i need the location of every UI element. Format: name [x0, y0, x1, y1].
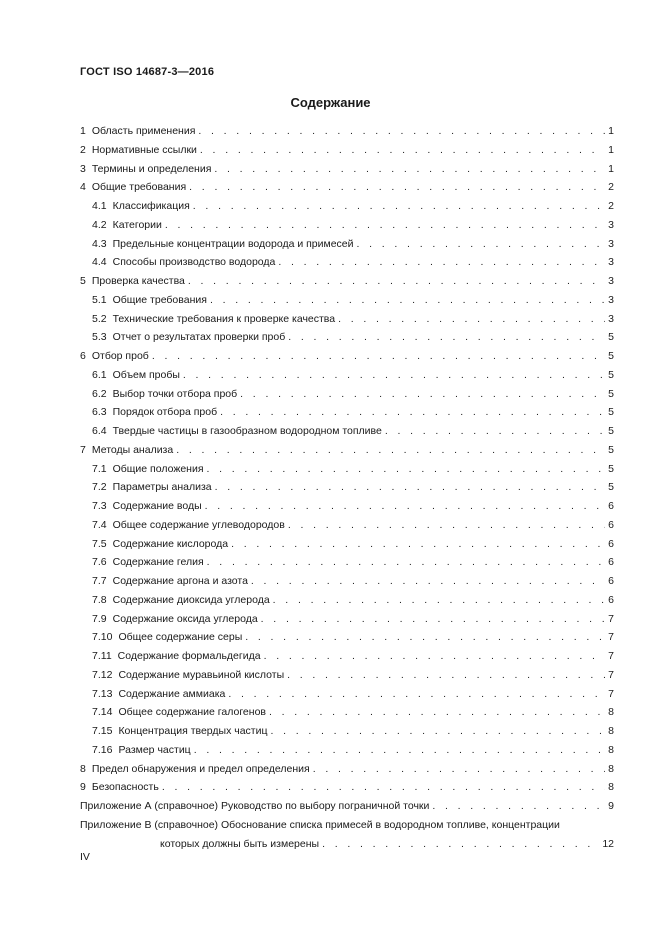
page-title: Содержание: [290, 95, 371, 110]
toc-entry-number: 7.8: [92, 593, 107, 606]
toc-entry-page-number: 8: [608, 743, 614, 756]
toc-entry-label: Содержание диоксида углерода: [112, 593, 270, 606]
toc-entry[interactable]: [80, 778, 614, 797]
toc-entry-label: Область применения: [91, 125, 196, 137]
toc-entry-label: Твердые частицы в газообразном водородном топливе: [112, 425, 382, 437]
toc-entry-page-number: 8: [608, 762, 614, 775]
toc-entry-page-number: 7: [608, 612, 614, 625]
toc-entry-text: [92, 328, 285, 347]
toc-entry-label: Приложение А (справочное) Руководство по выбору пограничной точки: [80, 800, 430, 812]
toc-entry-number: 2: [80, 143, 86, 156]
toc-entry-label: Параметры анализа: [112, 481, 212, 494]
toc-entry-page-number: 6: [608, 500, 614, 512]
toc-entry-number: 7.5: [92, 537, 107, 550]
toc-entry-page-number: 7: [608, 650, 614, 662]
toc-entry-number: 6.4: [92, 425, 107, 437]
toc-entry-text: [92, 497, 202, 516]
toc-entry-label: Общее содержание серы: [118, 631, 243, 644]
dot-leader: [261, 610, 605, 629]
toc-entry-text: [92, 460, 204, 479]
toc-entry-text: [92, 647, 261, 666]
toc-entry-number: 5.2: [92, 312, 107, 325]
toc-entry-page-number: 8: [608, 725, 614, 737]
dot-leader: [313, 760, 605, 779]
toc-entry[interactable]: [80, 516, 614, 535]
toc-entry-label: Содержание формальдегида: [117, 650, 261, 662]
toc-entry[interactable]: [80, 760, 614, 779]
toc-entry[interactable]: [80, 722, 614, 741]
toc-entry-page-number: 5: [608, 443, 614, 456]
toc-entry-page-number: 2: [608, 181, 614, 194]
toc-entry-text: [92, 572, 248, 591]
toc-entry[interactable]: [80, 797, 614, 816]
toc-entry[interactable]: [80, 703, 614, 722]
toc-entry-label: Общие требования: [112, 293, 207, 306]
toc-entry-page-number: 5: [608, 387, 614, 400]
dot-leader: [271, 722, 606, 741]
toc-entry-number: 7.2: [92, 481, 107, 494]
toc-entry-page-number: 5: [608, 481, 614, 494]
toc-entry-number: 6.3: [92, 406, 107, 419]
toc-entry[interactable]: [80, 385, 614, 404]
toc-entry-number: 9: [80, 781, 86, 794]
toc-entry-page-number: 2: [608, 200, 614, 212]
toc-entry-label: Способы производство водорода: [112, 256, 276, 269]
toc-entry[interactable]: [80, 422, 614, 441]
dot-leader: [288, 516, 605, 535]
toc-entry-label: Общее содержание галогенов: [118, 706, 266, 719]
toc-entry-label: Содержание воды: [112, 500, 202, 512]
toc-entry-number: 7.6: [92, 556, 107, 569]
toc-entry-text: [92, 253, 275, 272]
dot-leader: [288, 328, 605, 347]
toc-entry-page-number: 8: [608, 781, 614, 794]
toc-entry-appendix-b[interactable]: [80, 816, 614, 854]
dot-leader: [357, 235, 605, 254]
dot-leader: [251, 572, 605, 591]
toc-entry-text: [92, 685, 225, 704]
toc-entry[interactable]: [80, 253, 614, 272]
toc-entry-page-number: 1: [608, 162, 614, 175]
toc-entry-page-number: 7: [608, 631, 614, 644]
toc-entry-page-number: 3: [608, 275, 614, 287]
toc-entry-page-number: 6: [608, 537, 614, 550]
toc-entry-text: [92, 197, 190, 216]
toc-entry-page-number: 5: [608, 406, 614, 419]
dot-leader: [214, 160, 605, 179]
toc-entry-text: [92, 403, 217, 422]
toc-entry-page-number: 5: [608, 425, 614, 437]
toc-entry-text: [92, 741, 191, 760]
toc-entry-number: 7.3: [92, 500, 107, 512]
toc-entry-text: [92, 703, 266, 722]
toc-entry-label: Отбор проб: [91, 350, 149, 362]
dot-leader: [240, 385, 605, 404]
toc-entry[interactable]: [80, 197, 614, 216]
toc-entry-text: [92, 666, 284, 685]
toc-entry-text: [80, 347, 149, 366]
toc-entry-text: [80, 178, 186, 197]
toc-entry[interactable]: [80, 178, 614, 197]
toc-entry-page-number: 9: [608, 800, 614, 812]
dot-leader: [273, 591, 605, 610]
toc-entry-text: [92, 516, 285, 535]
toc-entry-text: [80, 160, 211, 179]
toc-entry-text: [92, 235, 354, 254]
dot-leader: [220, 403, 605, 422]
toc-entry-page-number: 5: [608, 462, 614, 475]
toc-entry-number: 7.16: [92, 743, 113, 756]
dot-leader: [200, 141, 605, 160]
toc-entry-text: [80, 122, 195, 141]
toc-entry[interactable]: [80, 141, 614, 160]
toc-entry-text: [80, 441, 173, 460]
dot-leader: [207, 460, 605, 479]
toc-entry[interactable]: [80, 235, 614, 254]
appendix-b-title-line1: Приложение В (справочное) Обоснование списка примесей в водородном топливе, концентрации: [80, 818, 560, 831]
toc-entry-page-number: 1: [608, 143, 614, 156]
toc-entry-label: Содержание аргона и азота: [112, 575, 248, 587]
toc-entry[interactable]: [80, 216, 614, 235]
dot-leader: [152, 347, 605, 366]
toc-entry-page-number: 7: [608, 687, 614, 700]
toc-entry[interactable]: [80, 497, 614, 516]
toc-entry-text: [80, 760, 310, 779]
dot-leader: [193, 197, 605, 216]
toc-entry-text: [92, 366, 180, 385]
toc-entry-text: [92, 610, 258, 629]
toc-entry[interactable]: [80, 291, 614, 310]
toc-entry-text: [92, 535, 228, 554]
toc-entry-number: 4: [80, 181, 86, 194]
toc-entry-label: Общие положения: [112, 462, 204, 475]
toc-entry-number: 5.1: [92, 293, 107, 306]
toc-entry-page-number: 6: [608, 575, 614, 587]
toc-entry-number: 7.7: [92, 575, 107, 587]
dot-leader: [165, 216, 605, 235]
toc-entry-text: [92, 291, 207, 310]
toc-entry-label: Технические требования к проверке качества: [112, 312, 336, 325]
toc-entry-label: Предельные концентрации водорода и примесей: [112, 237, 354, 250]
dot-leader: [162, 778, 605, 797]
toc-entry-number: 6.1: [92, 368, 107, 381]
toc-entry-text: [92, 310, 335, 329]
dot-leader: [269, 703, 605, 722]
toc-entry-page-number: 3: [608, 256, 614, 269]
toc-entry-number: 7.10: [92, 631, 113, 644]
dot-leader: [264, 647, 605, 666]
dot-leader: [338, 310, 605, 329]
dot-leader: [278, 253, 605, 272]
toc-entry-label: Категории: [112, 218, 162, 231]
toc-entry-number: 4.1: [92, 200, 107, 212]
dot-leader: [210, 291, 605, 310]
toc-entry-text: [80, 141, 197, 160]
toc-entry-label: Размер частиц: [118, 743, 191, 756]
toc-entry[interactable]: [80, 572, 614, 591]
toc-entry[interactable]: [80, 441, 614, 460]
toc-entry-page-number: 5: [608, 331, 614, 344]
toc-entry-text: [92, 422, 382, 441]
toc-entry[interactable]: [80, 366, 614, 385]
toc-entry-text: [92, 722, 268, 741]
dot-leader: [205, 497, 605, 516]
toc-entry-number: 4.3: [92, 237, 107, 250]
toc-entry[interactable]: [80, 478, 614, 497]
toc-entry-page-number: 3: [608, 218, 614, 231]
toc-entry-number: 7.9: [92, 612, 107, 625]
table-of-contents: [80, 122, 614, 853]
toc-entry-label: Выбор точки отбора проб: [112, 387, 238, 400]
dot-leader: [194, 741, 605, 760]
toc-entry-text: [92, 628, 242, 647]
toc-entry[interactable]: [80, 553, 614, 572]
toc-entry-number: 7.15: [92, 725, 113, 737]
dot-leader: [176, 441, 605, 460]
appendix-b-title-line2: которых должны быть измерены: [160, 837, 320, 850]
toc-entry-page-number: 1: [608, 125, 614, 137]
toc-entry-label: Отчет о результатах проверки проб: [112, 331, 286, 344]
toc-entry-number: 7.11: [92, 650, 112, 662]
toc-entry-label: Порядок отбора проб: [112, 406, 218, 419]
toc-entry-number: 6.2: [92, 387, 107, 400]
toc-entry-label: Содержание кислорода: [112, 537, 229, 550]
toc-entry[interactable]: [80, 160, 614, 179]
toc-entry[interactable]: [80, 403, 614, 422]
toc-entry-label: Нормативные ссылки: [91, 143, 197, 156]
toc-entry[interactable]: [80, 741, 614, 760]
toc-entry-text: [92, 385, 237, 404]
toc-entry-label: Термины и определения: [91, 162, 212, 175]
dot-leader: [385, 422, 605, 441]
dot-leader: [322, 835, 599, 854]
toc-entry-page-number: 8: [608, 706, 614, 719]
toc-entry-number: 1: [80, 125, 86, 137]
toc-entry-label: Методы анализа: [91, 443, 174, 456]
toc-entry-number: 7: [80, 443, 86, 456]
dot-leader: [207, 553, 605, 572]
toc-entry-label: Содержание гелия: [112, 556, 204, 569]
toc-entry-text: [92, 216, 162, 235]
toc-entry[interactable]: [80, 460, 614, 479]
toc-entry-page-number: 6: [608, 593, 614, 606]
dot-leader: [188, 272, 605, 291]
toc-entry-number: 5: [80, 275, 86, 287]
dot-leader: [287, 666, 605, 685]
toc-entry-page-number: 3: [608, 293, 614, 306]
document-header: ГОСТ ISO 14687-3—2016: [80, 66, 215, 78]
toc-entry[interactable]: [80, 328, 614, 347]
dot-leader: [183, 366, 605, 385]
toc-entry-label: Содержание оксида углерода: [112, 612, 258, 625]
toc-entry-number: 7.14: [92, 706, 113, 719]
toc-entry[interactable]: [80, 347, 614, 366]
toc-entry-label: Содержание муравьиной кислоты: [118, 668, 285, 681]
toc-entry[interactable]: [80, 122, 614, 141]
toc-entry-label: Проверка качества: [91, 275, 185, 287]
toc-entry[interactable]: [80, 591, 614, 610]
toc-entry-number: 7.4: [92, 518, 107, 531]
toc-entry-page-number: 3: [608, 237, 614, 250]
toc-entry-page-number: 6: [608, 518, 614, 531]
toc-entry-text: [92, 478, 212, 497]
toc-entry-number: 7.12: [92, 668, 113, 681]
toc-entry-number: 4.4: [92, 256, 107, 269]
toc-entry-page-number: 3: [608, 312, 614, 325]
dot-leader: [189, 178, 605, 197]
toc-entry[interactable]: [80, 610, 614, 629]
toc-entry-number: 6: [80, 350, 86, 362]
toc-entry-page-number: 6: [608, 556, 614, 569]
toc-entry-text: [80, 778, 159, 797]
toc-entry-number: 5.3: [92, 331, 107, 344]
toc-entry[interactable]: [80, 666, 614, 685]
dot-leader: [432, 797, 605, 816]
toc-entry[interactable]: [80, 628, 614, 647]
toc-entry-number: 7.13: [92, 687, 113, 700]
toc-entry-label: Объем пробы: [112, 368, 180, 381]
toc-entry-text: [92, 553, 204, 572]
toc-entry-text: [80, 797, 429, 816]
toc-entry-page-number: 7: [608, 668, 614, 681]
toc-entry-number: 8: [80, 762, 86, 775]
toc-entry[interactable]: [80, 310, 614, 329]
toc-entry[interactable]: [80, 272, 614, 291]
toc-entry[interactable]: [80, 535, 614, 554]
toc-entry-number: 7.1: [92, 462, 107, 475]
toc-entry[interactable]: [80, 685, 614, 704]
dot-leader: [198, 122, 605, 141]
toc-entry-label: Концентрация твердых частиц: [118, 725, 268, 737]
dot-leader: [231, 535, 605, 554]
toc-entry-label: Общие требования: [91, 181, 187, 194]
toc-entry-page-number: 5: [608, 350, 614, 362]
toc-entry-number: 4.2: [92, 218, 107, 231]
dot-leader: [215, 478, 605, 497]
toc-entry-label: Содержание аммиака: [118, 687, 226, 700]
appendix-b-page-number: 12: [602, 837, 614, 850]
toc-entry-number: 3: [80, 162, 86, 175]
dot-leader: [228, 685, 605, 704]
toc-entry-text: [92, 591, 270, 610]
toc-entry-label: Безопасность: [91, 781, 159, 794]
toc-entry[interactable]: [80, 647, 614, 666]
dot-leader: [245, 628, 605, 647]
page-number-footer: IV: [80, 851, 90, 863]
toc-entry-text: [80, 272, 185, 291]
toc-entry-label: Общее содержание углеводородов: [112, 518, 285, 531]
toc-entry-label: Предел обнаружения и предел определения: [91, 762, 310, 775]
toc-entry-label: Классификация: [112, 200, 190, 212]
toc-entry-page-number: 5: [608, 368, 614, 381]
